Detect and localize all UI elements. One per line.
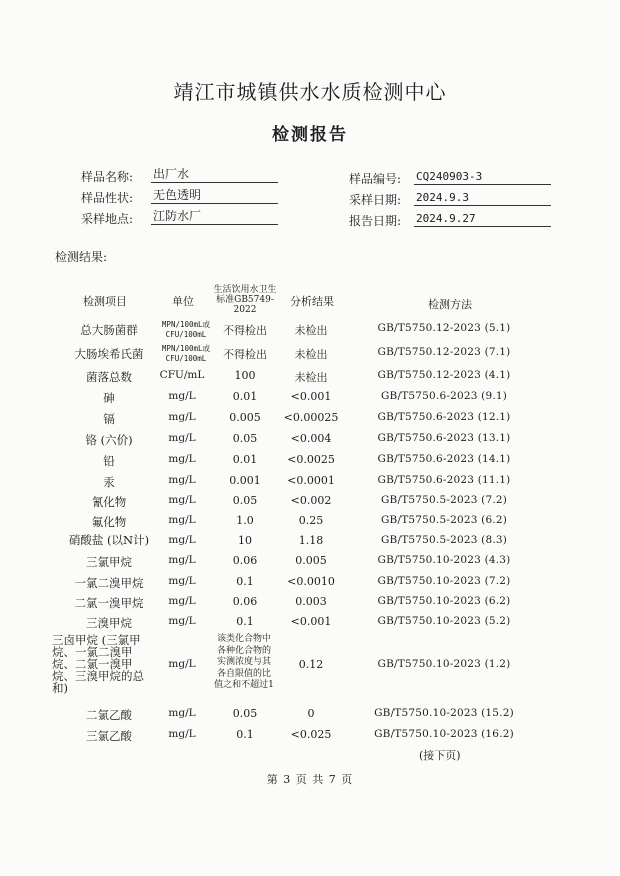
cell-method: GB/T5750.12-2023 (7.1): [377, 346, 511, 358]
cell-method: GB/T5750.6-2023 (12.1): [377, 411, 511, 423]
cell-unit: MPN/100mL或CFU/100mL: [161, 320, 211, 339]
cell-method: GB/T5750.10-2023 (16.2): [374, 728, 514, 740]
cell-result: 0.005: [295, 554, 327, 567]
cell-result: 0.12: [298, 658, 324, 671]
cell-standard: 0.05: [232, 707, 258, 720]
report-title: 检测报告: [272, 125, 348, 145]
cell-unit: mg/L: [168, 514, 196, 526]
cell-standard: 不得检出: [223, 348, 267, 361]
header-unit: 单位: [172, 295, 194, 308]
cell-unit: mg/L: [168, 534, 196, 546]
cell-method: GB/T5750.5-2023 (7.2): [380, 494, 508, 506]
sample-id-label: 样品编号:: [349, 172, 402, 186]
cell-unit: mg/L: [168, 554, 196, 566]
cell-result: 未检出: [294, 348, 328, 361]
cell-standard: 0.001: [229, 474, 261, 487]
cell-standard: 0.01: [232, 453, 258, 466]
cell-result: <0.004: [290, 432, 332, 445]
cell-standard: 0.05: [232, 432, 258, 445]
cell-unit: CFU/mL: [159, 369, 205, 381]
sample-id-value: CQ240903-3: [414, 169, 551, 185]
cell-unit: mg/L: [168, 474, 196, 486]
cell-method: GB/T5750.6-2023 (11.1): [377, 474, 511, 486]
cell-unit: mg/L: [168, 494, 196, 506]
cell-result: 0.003: [295, 595, 327, 608]
cell-unit: mg/L: [168, 411, 196, 423]
cell-method: GB/T5750.6-2023 (13.1): [377, 432, 511, 444]
cell-result: <0.00025: [283, 411, 339, 424]
cell-item: 二氯乙酸: [86, 708, 132, 722]
cell-item: 三氯甲烷: [86, 555, 132, 569]
cell-method: GB/T5750.10-2023 (1.2): [377, 658, 511, 670]
sample-property-label: 样品性状:: [81, 191, 134, 205]
cell-unit: mg/L: [168, 707, 196, 719]
header-method: 检测方法: [428, 298, 472, 311]
cell-method: GB/T5750.10-2023 (5.2): [377, 615, 511, 627]
cell-result: 0.25: [298, 514, 324, 527]
cell-item: 三卤甲烷 (三氯甲烷、一氯二溴甲烷、二氯一溴甲烷、三溴甲烷的总和): [52, 633, 144, 695]
cell-standard: 0.1: [236, 575, 254, 588]
header-result: 分析结果: [290, 295, 334, 308]
cell-unit: mg/L: [168, 595, 196, 607]
cell-method: GB/T5750.5-2023 (6.2): [380, 514, 508, 526]
cell-standard: 1.0: [236, 514, 254, 527]
cell-standard: 0.01: [232, 390, 258, 403]
cell-item: 氰化物: [91, 495, 127, 509]
header-item: 检测项目: [83, 295, 127, 308]
cell-item: 二氯一溴甲烷: [74, 596, 144, 610]
sample-property-value: 无色透明: [151, 188, 278, 204]
report-date-label: 报告日期:: [349, 214, 402, 228]
cell-item: 镉: [103, 412, 115, 426]
cell-method: GB/T5750.10-2023 (15.2): [374, 707, 514, 719]
sample-location-label: 采样地点:: [81, 212, 134, 226]
cell-unit: mg/L: [168, 615, 196, 627]
cell-method: GB/T5750.10-2023 (6.2): [377, 595, 511, 607]
cell-method: GB/T5750.12-2023 (5.1): [377, 322, 511, 334]
cell-unit: mg/L: [168, 728, 196, 740]
cell-method: GB/T5750.10-2023 (7.2): [377, 575, 511, 587]
sample-date-label: 采样日期:: [349, 193, 402, 207]
cell-result: <0.0001: [287, 474, 335, 487]
cell-item: 砷: [103, 391, 115, 405]
cell-unit: mg/L: [168, 575, 196, 587]
cell-standard: 10: [238, 534, 252, 547]
results-label: 检测结果:: [55, 250, 108, 264]
continued-note: (接下页): [419, 749, 461, 762]
cell-item: 三溴甲烷: [86, 616, 132, 630]
page-number: 第 3 页 共 7 页: [266, 773, 354, 786]
cell-result: <0.0025: [287, 453, 335, 466]
cell-result: <0.001: [290, 615, 332, 628]
cell-result: <0.025: [290, 728, 332, 741]
sample-date-value: 2024.9.3: [414, 190, 551, 206]
cell-method: GB/T5750.6-2023 (9.1): [380, 390, 508, 402]
cell-result: <0.002: [290, 494, 332, 507]
sample-name-label: 样品名称:: [81, 170, 134, 184]
cell-standard: 0.1: [236, 615, 254, 628]
cell-unit: mg/L: [168, 432, 196, 444]
cell-standard: 100: [234, 369, 256, 382]
cell-item: 铬 (六价): [85, 433, 133, 447]
cell-standard: 0.06: [232, 554, 258, 567]
cell-unit: mg/L: [168, 390, 196, 402]
sample-location-value: 江防水厂: [151, 209, 278, 225]
org-title: 靖江市城镇供水水质检测中心: [173, 80, 447, 104]
cell-method: GB/T5750.6-2023 (14.1): [377, 453, 511, 465]
cell-item: 汞: [103, 475, 115, 489]
cell-item: 氟化物: [91, 515, 127, 529]
cell-unit: mg/L: [168, 453, 196, 465]
cell-standard: 该类化合物中各种化合物的实测浓度与其各自限值的比值之和不超过1: [214, 634, 274, 690]
cell-result: 0: [307, 707, 315, 720]
cell-result: 1.18: [298, 534, 324, 547]
cell-method: GB/T5750.5-2023 (8.3): [380, 534, 508, 546]
cell-standard: 不得检出: [223, 324, 267, 337]
cell-result: 未检出: [294, 324, 328, 337]
cell-unit: MPN/100mL或CFU/100mL: [161, 344, 211, 363]
cell-standard: 0.1: [236, 728, 254, 741]
cell-item: 硝酸盐 (以N计): [68, 533, 150, 547]
cell-unit: mg/L: [168, 658, 196, 670]
cell-item: 三氯乙酸: [86, 729, 132, 743]
cell-standard: 0.06: [232, 595, 258, 608]
cell-method: GB/T5750.10-2023 (4.3): [377, 554, 511, 566]
sample-name-value: 出厂水: [151, 167, 278, 183]
cell-result: <0.0010: [287, 575, 335, 588]
cell-item: 铅: [103, 454, 115, 468]
cell-standard: 0.05: [232, 494, 258, 507]
cell-result: 未检出: [294, 371, 328, 384]
report-date-value: 2024.9.27: [414, 211, 551, 227]
cell-item: 大肠埃希氏菌: [74, 347, 144, 361]
cell-item: 一氯二溴甲烷: [74, 576, 144, 590]
header-standard: 生活饮用水卫生标准GB5749-2022: [213, 285, 277, 315]
cell-standard: 0.005: [229, 411, 261, 424]
cell-result: <0.001: [290, 390, 332, 403]
cell-item: 菌落总数: [86, 370, 132, 384]
cell-item: 总大肠菌群: [80, 323, 138, 337]
cell-method: GB/T5750.12-2023 (4.1): [377, 369, 511, 381]
